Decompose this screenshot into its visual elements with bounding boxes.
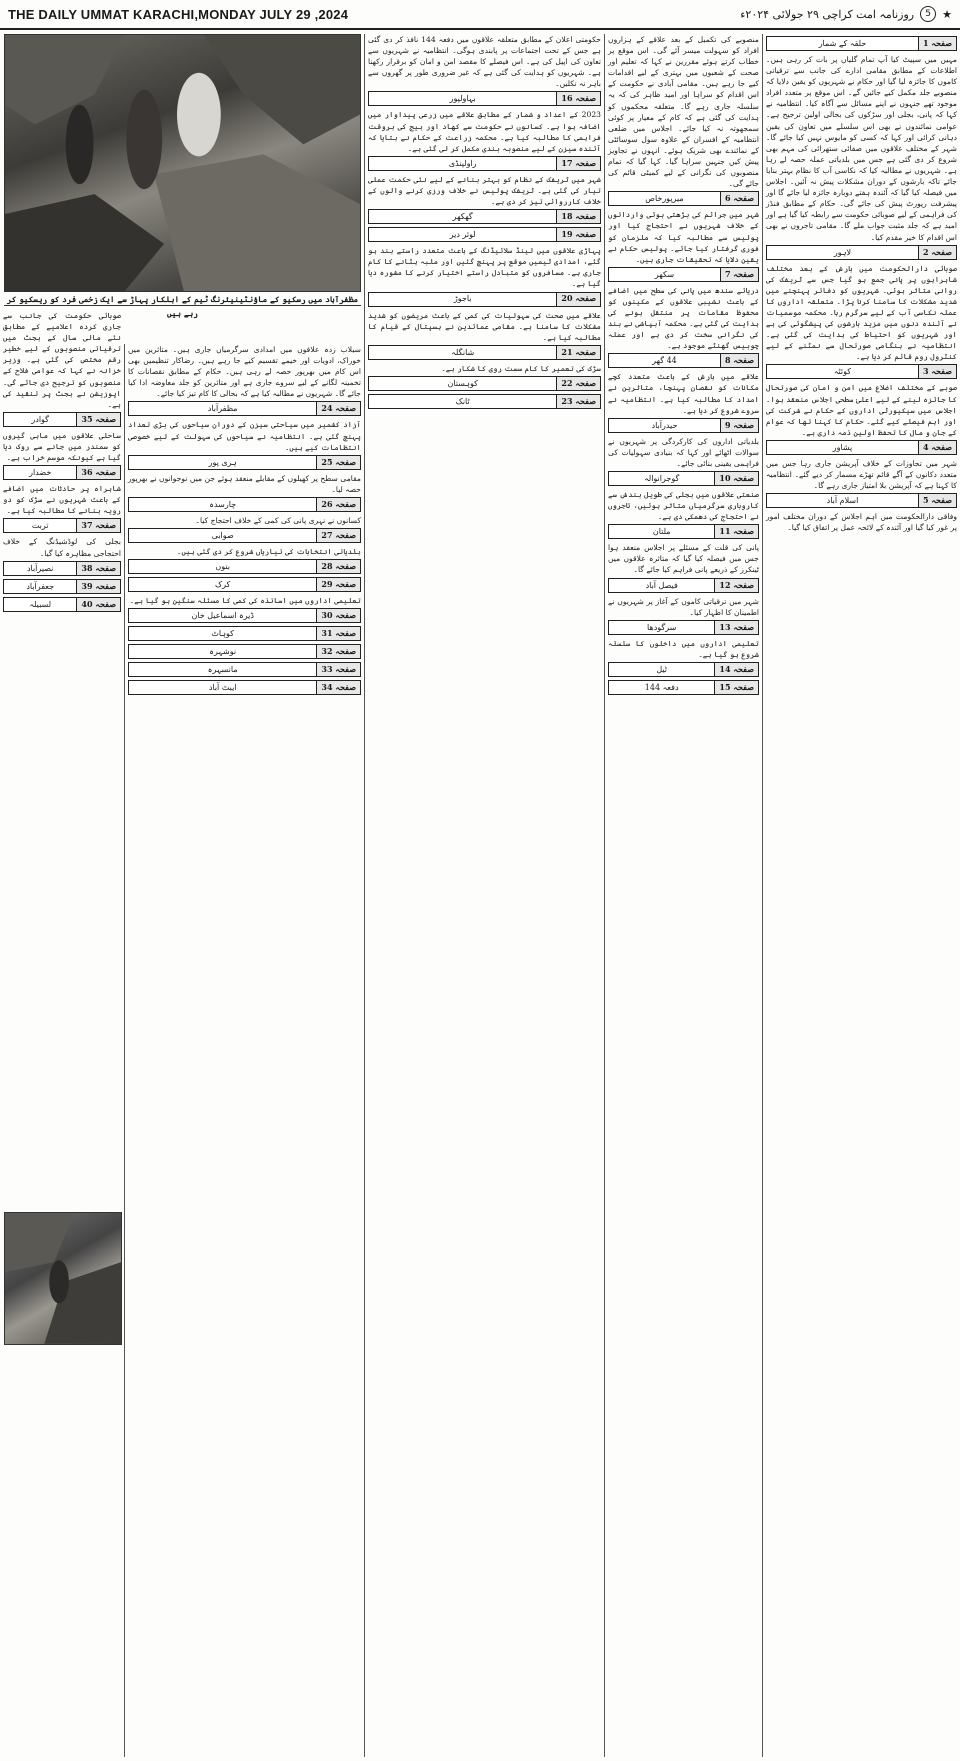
column-3 [364,34,604,1757]
news-body-text: شہر میں ٹریفک کے نظام کو بہتر بنانے کے لیے نئی حکمت عملی تیار کی گئی ہے۔ ٹریفک پولیس نے خلاف ورزی کرنے والوں کے خلاف کارروائی تیز کر دی ہے۔ [368,174,601,207]
news-body-text: تعلیمی اداروں میں اساتذہ کی کمی کا مسئلہ سنگین ہو گیا ہے۔ [129,596,361,606]
news-body-text: پہاڑی علاقوں میں لینڈ سلائیڈنگ کے باعث متعدد راستے بند ہو گئے، امدادی ٹیمیں موقع پر پہنچ گئیں اور ملبہ ہٹانے کا کام جاری ہے۔ مسافروں کو متبادل راستے اختیار کرنے کا مشورہ دیا گیا ہے۔ [368,246,601,289]
news-item-header [128,559,361,574]
news-body-text: صنعتی علاقوں میں بجلی کی طویل بندش سے کاروباری سرگرمیاں متاثر ہوئیں، تاجروں نے احتجاج کی دھمکی دی ہے۔ [608,490,759,522]
news-item-number: صفحہ 25 [316,456,360,469]
news-photo-rescue [4,34,361,292]
news-item-header [608,418,759,433]
news-item-header [608,191,759,206]
news-item-location: بہاولپور [449,94,476,104]
news-item-header [3,579,121,594]
news-body-text: مقامی سطح پر کھیلوں کے مقابلے منعقد ہوئے جن میں نوجوانوں نے بھرپور حصہ لیا۔ [128,473,361,494]
news-item-header [608,578,759,593]
news-item-header [368,91,601,106]
news-item-location: لوئر دیر [449,230,476,240]
news-item-location: 44 گھر [652,356,677,366]
news-item-header [766,245,957,260]
news-body-text: شہر میں ترقیاتی کاموں کے آغاز پر شہریوں نے اطمینان کا اظہار کیا۔ [608,596,759,617]
column-2 [604,34,762,1757]
news-item-number: صفحہ 26 [316,498,360,511]
column-5 [0,310,124,1723]
news-item-number: صفحہ 38 [76,562,120,575]
news-item-number: صفحہ 13 [714,621,758,634]
news-item-header [608,620,759,635]
news-item-header [128,626,361,641]
news-body-text: شہر میں جرائم کی بڑھتی ہوئی وارداتوں کے خلاف شہریوں نے احتجاج کیا اور پولیس سے مطالبہ کیا کہ ملزمان کو فوری گرفتار کیا جائے۔ پولیس حکام نے یقین دلایا کہ تحقیقات جاری ہیں۔ [608,210,759,264]
news-item-location: ایبٹ آباد [208,683,237,693]
news-item-location: اسلام آباد [826,496,859,506]
news-item-number: صفحہ 15 [714,681,758,694]
news-item-header [608,524,759,539]
news-body-text: علاقے میں بارش کے باعث متعدد کچے مکانات کو نقصان پہنچا، متاثرین نے امداد کا مطالبہ کیا ہے۔ انتظامیہ نے سروے شروع کر دیا ہے۔ [608,372,759,415]
news-item-header [766,493,957,508]
news-item-location: مظفرآباد [207,404,238,414]
news-body-text: بجلی کی لوڈشیڈنگ کے خلاف احتجاجی مظاہرہ کیا گیا۔ [3,537,121,558]
news-item-location: ڈیرہ اسماعیل خان [191,611,254,621]
column-4 [124,344,364,1757]
news-item-number: صفحہ 20 [556,293,600,306]
news-item-location: حیدرآباد [651,420,678,430]
news-item-location: کوہاٹ [211,629,234,639]
news-item-number: صفحہ 32 [316,645,360,658]
news-item-header [3,597,121,612]
masthead-title-ur [740,6,952,22]
news-item-number: صفحہ 17 [556,157,600,170]
news-item-header [368,227,601,242]
news-item-number: صفحہ 6 [720,192,758,205]
news-item-header [766,36,957,51]
news-item-number: صفحہ 24 [316,402,360,415]
masthead-title-en: THE DAILY UMMAT KARACHI,MONDAY JULY 29 ,2024 [8,6,349,22]
news-item-location: بنوں [215,562,231,572]
news-body-text: حکومتی اعلان کے مطابق متعلقہ علاقوں میں دفعہ 144 نافذ کر دی گئی ہے جس کے تحت اجتماعات پر پابندی ہوگی۔ انتظامیہ نے شہریوں سے تعاون کی اپیل کی ہے۔ اس فیصلے کا مقصد امن و امان کو برقرار رکھنا ہے۔ شہریوں کو ہدایت کی گئی ہے کہ غیر ضروری طور پر گھروں سے باہر نہ نکلیں۔ [368,35,601,89]
news-item-number: صفحہ 2 [918,246,956,259]
news-item-number: صفحہ 29 [316,578,360,591]
news-item-number: صفحہ 3 [918,365,956,378]
news-item-location: دفعہ 144 [644,682,679,692]
news-item-header [368,292,601,307]
news-body-text: پانی کی قلت کے مسئلے پر اجلاس منعقد ہوا جس میں فیصلہ کیا گیا کہ متاثرہ علاقوں میں ٹینکرز کے ذریعے پانی فراہم کیا جائے گا۔ [608,543,759,575]
news-item-header [128,528,361,543]
news-item-header [3,412,121,427]
news-body-text: ساحلی علاقوں میں ماہی گیروں کو سمندر میں جانے سے روک دیا گیا ہے کیونکہ موسم خراب ہے۔ [3,430,121,463]
news-item-header [3,465,121,480]
news-item-header [128,401,361,416]
news-item-location: صوابی [211,530,234,540]
news-item-header [128,680,361,695]
news-item-header [128,608,361,623]
news-body-text: سڑک کی تعمیر کا کام سست روی کا شکار ہے۔ [441,363,601,373]
news-item-location: ٹیل [656,664,668,674]
news-item-number: صفحہ 33 [316,663,360,676]
news-item-location: چارسدہ [209,499,237,509]
news-item-number: صفحہ 14 [714,663,758,676]
news-item-number: صفحہ 11 [714,525,758,538]
news-item-number: صفحہ 10 [714,472,758,485]
news-item-location: میرپورخاص [645,194,684,204]
news-item-location: سکھر [654,269,675,279]
news-body-text: صوبائی دارالحکومت میں بارش کے بعد مختلف شاہراہوں پر پانی جمع ہو گیا جس سے ٹریفک کی روانی متاثر ہوئی۔ شہریوں کو دفاتر پہنچنے میں شدید مشکلات کا سامنا کرنا پڑا۔ متعلقہ اداروں کا عملہ نکاسی آب کے لیے سرگرم رہا۔ محکمہ موسمیات نے آئندہ دنوں میں مزید بارشوں کی پیشگوئی کی ہے اور شہریوں کو احتیاط کی ہدایت کی گئی ہے۔ انتظامیہ نے ہنگامی صورتحال سے نمٹنے کے لیے کنٹرول روم قائم کر دیا ہے۔ [766,263,957,362]
news-item-location: ملتان [652,527,671,537]
news-item-number: صفحہ 19 [556,228,600,241]
news-item-number: صفحہ 35 [76,413,120,426]
news-body-text: تعلیمی اداروں میں داخلوں کا سلسلہ شروع ہو گیا ہے۔ [608,638,759,659]
column-1 [762,34,960,1757]
news-item-number: صفحہ 5 [918,494,956,507]
news-item-number: صفحہ 36 [76,466,120,479]
news-item-location: نوشہرہ [209,647,237,657]
news-body-text: بلدیاتی اداروں کی کارکردگی پر شہریوں نے سوالات اٹھائے اور کہا کہ بنیادی سہولیات کی فراہمی یقینی بنائی جائے۔ [608,436,759,468]
news-body-text: شہر میں تجاوزات کے خلاف آپریشن جاری رہا جس میں متعدد دکانوں کے آگے قائم تھڑے مسمار کر دیے گئے۔ انتظامیہ کا کہنا ہے کہ آپریشن بلا امتیاز جاری رہے گا۔ [766,458,957,491]
news-item-header [608,680,759,695]
news-item-number: صفحہ 16 [556,92,600,105]
star-icon: ★ [942,7,952,21]
news-item-header [368,376,601,391]
news-item-header [128,455,361,470]
news-item-header [766,364,957,379]
news-item-number: صفحہ 4 [918,441,956,454]
page-number: 5 [920,6,936,22]
news-item-location: ٹانک [455,396,470,406]
news-item-number: صفحہ 31 [316,627,360,640]
news-item-header [368,345,601,360]
news-item-location: پشاور [832,442,853,452]
photo-caption: مظفرآباد میں رسکیو کے ماؤنٹینیئرنگ ٹیم کے اہلکار پہاڑ سے ایک زخمی فرد کو ریسکیو کر رہے ہیں [4,292,361,306]
news-item-location: راولپنڈی [448,158,477,168]
news-item-location: گوجرانوالہ [644,473,680,483]
news-item-number: صفحہ 8 [720,354,758,367]
news-item-number: صفحہ 18 [556,210,600,223]
masthead [0,0,960,30]
news-item-number: صفحہ 30 [316,609,360,622]
news-item-header [608,353,759,368]
news-item-location: گھکھر [452,212,473,222]
news-body-text: وفاقی دارالحکومت میں اہم اجلاس کے دوران مختلف امور پر غور کیا گیا اور آئندہ کے لائحہ عمل پر اتفاق کیا گیا۔ [766,512,957,533]
news-item-location: کوئٹہ [833,367,852,377]
news-item-location: شانگلہ [451,347,475,357]
news-item-number: صفحہ 21 [556,346,600,359]
news-item-number: صفحہ 1 [918,37,956,50]
news-item-location: تربت [31,521,49,531]
news-body-text: سیلاب زدہ علاقوں میں امدادی سرگرمیاں جاری ہیں۔ متاثرین میں خوراک، ادویات اور خیمے تقسیم کیے جا رہے ہیں۔ رضاکار تنظیمیں بھی اس کام میں بھرپور حصہ لے رہی ہیں۔ حکام کے مطابق نقصانات کا تخمینہ لگانے کے لیے سروے جاری ہے اور متاثرین کو جلد معاوضہ ادا کیا جائے گا۔ شہریوں نے مطالبہ کیا ہے کہ بحالی کا کام تیز کیا جائے۔ [128,345,361,399]
news-item-location: باجوڑ [453,294,472,304]
news-item-header [128,662,361,677]
news-item-number: صفحہ 40 [76,598,120,611]
news-item-location: سرگودھا [647,622,677,632]
news-item-number: صفحہ 37 [76,519,120,532]
photo-rocks-illustration [5,35,360,292]
news-item-number: صفحہ 28 [316,560,360,573]
news-item-header [766,440,957,455]
news-body-text: مہیں میں سپیٹ کیا آپ تمام گلیاں پر بات کر رہی ہیں۔ اطلاعات کے مطابق مقامی ادارے کی جانب سے ترقیاتی کاموں کا جائزہ لیا گیا اور حکام نے شہریوں کو یقین دلایا کہ منصوبے جلد مکمل کیے جائیں گے۔ اس موقع پر متعدد افراد موجود تھے جنہوں نے اپنے مسائل سے آگاہ کیا۔ انتظامیہ نے کہا کہ پانی، بجلی اور سڑکوں کی بحالی اولین ترجیح ہے۔ عوامی نمائندوں نے بھی اس سلسلے میں تعاون کی یقین دہانی کرائی اور کہا کہ کسی کو مایوس نہیں کیا جائے گا۔ شہر کے مختلف علاقوں میں صفائی ستھرائی کی مہم بھی شروع کر دی گئی ہے جس میں بلدیاتی عملہ حصہ لے رہا ہے۔ شہریوں نے مطالبہ کیا کہ نکاسی آب کا نظام بہتر بنایا جائے تاکہ بارشوں کے دوران مشکلات پیش نہ آئیں۔ اجلاس میں فیصلہ کیا گیا کہ آئندہ ہفتے دوبارہ جائزہ لیا جائے گا اور پیشرفت رپورٹ پیش کی جائے گی۔ حکام کے مطابق فنڈز کی فراہمی کے لیے صوبائی حکومت سے رابطہ کیا گیا ہے اور امید ہے کہ جلد مثبت جواب ملے گا۔ مقامی تاجروں نے بھی اس اقدام کا خیر مقدم کیا۔ [766,55,957,242]
news-item-header [3,561,121,576]
news-item-header [368,394,601,409]
news-body-text: شاہراہ پر حادثات میں اضافے کے باعث شہریوں نے سڑک کو دو رویہ بنانے کا مطالبہ کیا ہے۔ [3,484,121,516]
news-item-location: حلقہ کے شمار [818,38,867,48]
news-item-number: صفحہ 34 [316,681,360,694]
news-item-number: صفحہ 9 [720,419,758,432]
news-item-location: کوہستان [447,378,478,388]
news-item-header [128,497,361,512]
news-item-number: صفحہ 23 [556,395,600,408]
news-item-location: کرک [214,580,231,590]
masthead-title-ur-text: روزنامہ امت کراچی ۲۹ جولائی ۲۰۲۴ء [740,7,915,21]
news-body-text: علاقے میں صحت کی سہولیات کی کمی کے باعث مریضوں کو شدید مشکلات کا سامنا ہے۔ مقامی عمائدین نے ہسپتال کے قیام کا مطالبہ کیا ہے۔ [368,310,601,342]
news-body-text: صوبائی حکومت کی جانب سے جاری کردہ اعلامیے کے مطابق نئے مالی سال کے بجٹ میں ترقیاتی منصوبوں کے لیے خطیر رقم مختص کی گئی ہے۔ وزیر خزانہ نے کہا کہ عوامی فلاح کے منصوبوں کو ترجیح دی جائے گی۔ اپوزیشن نے بجٹ پر تنقید کی ہے۔ [3,311,121,409]
news-item-number: صفحہ 12 [714,579,758,592]
news-item-number: صفحہ 7 [720,268,758,281]
news-body-text: 2023 کے اعداد و شمار کے مطابق علاقے میں زرعی پیداوار میں اضافہ ہوا ہے۔ کسانوں نے حکومت سے کھاد اور بیج کی بروقت فراہمی کا مطالبہ کیا ہے۔ محکمہ زراعت کے حکام نے بتایا کہ آئندہ سیزن کے لیے منصوبہ بندی مکمل کر لی گئی ہے۔ [368,110,601,153]
news-item-header [368,156,601,171]
news-item-number: صفحہ 27 [316,529,360,542]
news-item-header [3,518,121,533]
news-item-header [368,209,601,224]
news-item-location: نصیرآباد [26,563,54,573]
news-item-location: ہری پور [208,457,237,467]
news-item-location: لاہور [833,247,852,257]
news-body-text: منصوبے کی تکمیل کے بعد علاقے کے ہزاروں افراد کو سہولت میسر آئے گی۔ اس موقع پر خطاب کرتے ہوئے مقررین نے کہا کہ تعلیم اور صحت کے شعبوں میں بہتری کے لیے اقدامات کیے جا رہے ہیں۔ مقامی آبادی نے حکومت کے اس اقدام کو سراہا اور امید ظاہر کی کہ یہ سلسلہ جاری رہے گا۔ متعلقہ محکموں کو ہدایت کی گئی ہے کہ کام کے معیار پر کوئی سمجھوتہ نہ کیا جائے۔ اجلاس میں ضلعی انتظامیہ کے افسران کے علاوہ سول سوسائٹی کے نمائندے بھی شریک ہوئے۔ انہوں نے تجاویز پیش کیں جنہیں سراہا گیا۔ کہا گیا کہ تمام منصوبوں کی نگرانی کے لیے کمیٹی قائم کی جائے گی۔ [608,35,759,189]
news-item-location: مانسہرہ [207,665,238,675]
news-item-number: صفحہ 39 [76,580,120,593]
news-body-text: دریائے سندھ میں پانی کی سطح میں اضافے کے باعث نشیبی علاقوں کے مکینوں کو محفوظ مقامات پر منتقل ہونے کی ہدایت کی گئی ہے۔ محکمہ آبپاشی نے بند کی نگرانی سخت کر دی ہے اور عملہ چوبیس گھنٹے موجود ہے۔ [608,285,759,351]
news-item-location: گوادر [31,414,49,424]
news-item-header [608,471,759,486]
news-body-text: صوبے کے مختلف اضلاع میں امن و امان کی صورتحال کا جائزہ لینے کے لیے اعلیٰ سطحی اجلاس منعقد ہوا۔ اجلاس میں سیکیورٹی اداروں کے حکام نے شرکت کی اور اہم فیصلے کیے گئے۔ حکام کا کہنا تھا کہ عوام کے جان و مال کا تحفظ اولین ذمہ داری ہے۔ [766,383,957,437]
news-item-header [608,662,759,677]
news-body-text: بلدیاتی انتخابات کی تیاریاں شروع کر دی گئی ہیں۔ [177,547,361,557]
news-item-location: جعفرآباد [26,581,55,591]
news-item-location: لسبیلہ [29,599,52,609]
news-item-location: خضدار [29,468,52,478]
news-item-location: فیصل آباد [645,580,678,590]
news-item-header [128,644,361,659]
news-item-header [128,577,361,592]
news-item-number: صفحہ 22 [556,377,600,390]
news-item-header [608,267,759,282]
news-body-text: کسانوں نے نہری پانی کی کمی کے خلاف احتجاج کیا۔ [195,515,361,525]
news-body-text: آزاد کشمیر میں سیاحتی سیزن کے دوران سیاحوں کی بڑی تعداد پہنچ گئی ہے۔ انتظامیہ نے سیاحوں کی سہولت کے لیے خصوصی انتظامات کیے ہیں۔ [128,420,361,452]
